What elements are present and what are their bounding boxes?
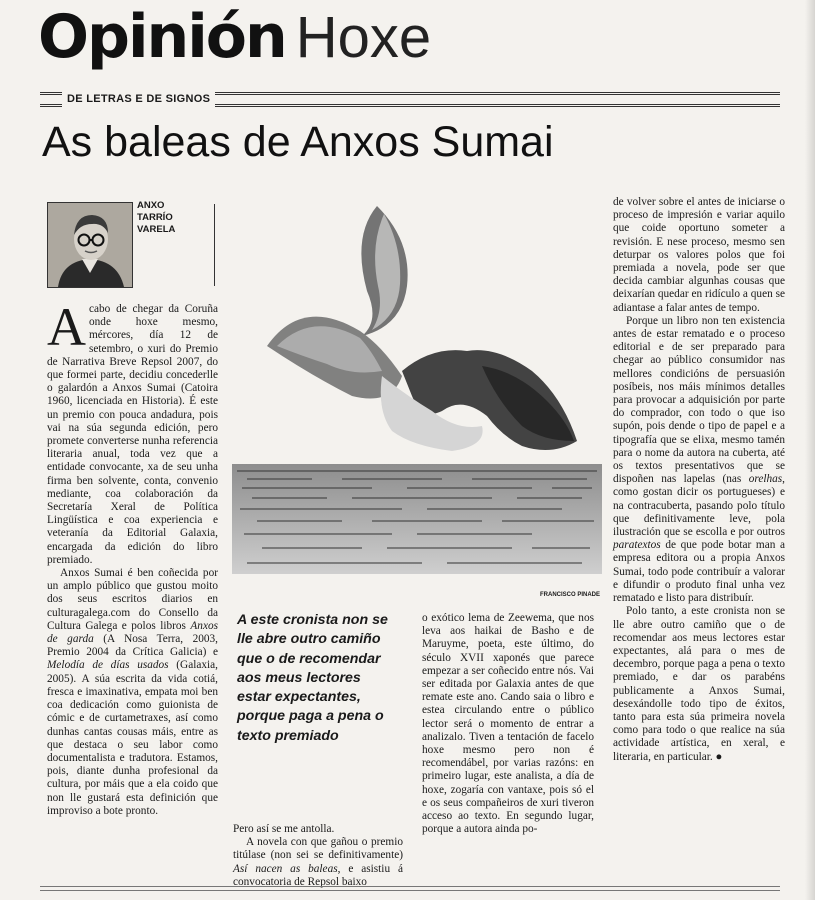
paragraph-text: o exótico lema de Zeewema, que nos leva aos haikai de Basho e de Maruyme, poeta, este último, do século XVII xaponés que parece empezar a ser coñecido entre nós. Vai ser editada por Galaxia antes de que remate este ano. Cando saia o libro e estea circulando entre o público lector será o momento de entrar a analizalo. Tiven a tentación de facelo hoxe mesmo pero non é recomendábel, por varias razóns: en primeiro lugar, este analista, a día de hoxe, zogaría con vantaxe, pois só el e os seus compañeiros de xuri tiveron acceso ao texto. En segundo lugar, porque a autora ainda po- [422, 612, 594, 836]
paragraph-text: A novela con que gañou o premio titúlase (non sei se definitivamente) [233, 836, 403, 862]
pull-quote-line: estar expectantes, [237, 689, 361, 706]
section-label: DE LETRAS E DE SIGNOS [67, 93, 211, 105]
pull-quote-line: aos meus lectores [237, 669, 361, 686]
paragraph [233, 836, 403, 889]
book-title: Anxos de garda [47, 619, 218, 646]
pull-quote-line: texto premiado [237, 727, 339, 744]
book-title: Así nacen as baleas [233, 862, 338, 875]
author-name-line: ANXO [137, 200, 165, 211]
paragraph-text: cabo de chegar da Coruña onde hoxe mesmo, mércores, día 12 de setembro, o xuri do Premio de Narrativa Breve Repsol 2007, do que formei parte, decidiu concederlle o galardón a Anxos Sumai (Catoira 1960, licenciada en Historia). É este un premio con pouca andadura, pois vai na súa segunda edición, pero promete converterse nunha referencia literaria anual, toda vez que a entidade convocante, xa de seu unha firma ben solvente, conta, convenio mediante, coa colaboración da Secretaría Xeral de Política Lingüística e coa experiencia e veteranía da Editorial Galaxia, encargada da edición do libro premiado. [47, 303, 218, 566]
paragraph-text: de que pode botar man a empresa editora ou a propia Anxos Sumai, todo pode contribuír a valorar e difundir o produto final unha vez rematado e listo para distribuír. [613, 539, 785, 605]
pull-quote-line: que o de recomendar [237, 650, 381, 667]
byline-rule [214, 204, 215, 286]
article-column-2 [233, 823, 403, 889]
scan-edge-shadow [805, 0, 815, 900]
pull-quote [237, 611, 395, 746]
article-column-1 [47, 297, 218, 818]
pull-quote-line: A este cronista non se [237, 612, 388, 628]
article-column-3 [422, 612, 594, 836]
paragraph-text: , e asistiu á convocatoria de Repsol baixo [233, 862, 403, 888]
paragraph-text: Porque un libro non ten existencia antes de estar rematado e o proceso editorial e de ser preparado para chegar ao público consumidor nas mellores condicións de persuasión posíbeis, nos máis mínimos detalles para provocar a adquisición por parte do comprador, con todo o que iso supón, pois dende o tipo de papel e a tipografía que se elixa, mesmo tamén para o nome da autora na cuberta, até os textos presentativos que se dispoñen nas lapelas (nas [613, 314, 785, 486]
illustration-credit: FRANCISCO PINADE [540, 592, 601, 598]
paragraph-text: , como gostan dicir os portugueses) e na contracuberta, pasando polo título que definitivamente leve, pola ilustración que se escolla e por outros [613, 473, 785, 539]
section-rule-right [215, 92, 780, 107]
headline: As baleas de Anxos Sumai [42, 118, 554, 166]
author-name-line: VARELA [137, 224, 176, 235]
paragraph [613, 196, 785, 315]
paragraph-text: (Galaxia, 2005). A súa escrita da vida cotiá, fresca e imaxinativa, empata moi ben coa dedicación como guionista de cómic e de curtametraxes, así como dunhas cantas cousas máis, entre as que destaca o seu labor como documentalista e tradutora. Estamos, pois, diante dunha profesional da cultura, por máis que a ela coido que non lle gustará esta definición que improviso a bote pronto. [47, 659, 218, 817]
paragraph [233, 823, 403, 836]
paragraph [613, 315, 785, 605]
paragraph [613, 605, 785, 763]
quoted-term: paratextos [613, 539, 661, 552]
masthead-bold: Opinión [38, 2, 286, 72]
paragraph-text: (A Nosa Terra, 2003, Premio 2004 da Crítica Galicia) e [47, 633, 218, 659]
whale-tail-illustration [232, 196, 602, 591]
paragraph-text: de volver sobre el antes de iniciarse o proceso de impresión e variar aquilo que coide oportuno someter a revisión. E nese proceso, mesmo sen deturpar os valores polos que foi premiada a novela, pode ser que decida cambiar algunhas cousas que deixarían quedar en ridículo a quen se adiantase a falar antes de tempo. [613, 196, 785, 314]
paragraph [47, 567, 218, 818]
paragraph [422, 612, 594, 836]
pull-quote-line: lle abre outro camiño [237, 631, 381, 648]
author-byline [137, 200, 175, 236]
bottom-rule [40, 886, 780, 891]
author-portrait-icon [48, 203, 132, 287]
book-title: Melodía de días usados [47, 659, 169, 672]
paragraph-text: Polo tanto, a este cronista non se lle abre outro camiño que o de recomendar aos meus lectores estar expectantes, alá para o mes de decembro, porque paga a pena o texto premiado, e dar os parabéns publicamente a Anxos Sumai, desexándolle todo tipo de éxitos, tanto para esta súa primeira novela como para todo o que realice na súa actividade artística, en xeral, e literaria, en particular. ● [613, 605, 785, 763]
paragraph-text: Anxos Sumai é ben coñecida por un amplo público que gustou moito dos seus escritos diarios en culturagalega.com do Consello da Cultura Galega e polos libros [47, 567, 218, 632]
paragraph [47, 297, 218, 567]
masthead [38, 2, 431, 72]
whale-tail-icon [232, 196, 602, 591]
article-column-4 [613, 196, 785, 764]
author-photo [47, 202, 133, 288]
masthead-light: Hoxe [295, 5, 432, 70]
drop-cap: A [47, 297, 86, 357]
author-name-line: TARRÍO [137, 212, 173, 223]
section-bar [40, 92, 780, 106]
paragraph-text: Pero así se me antolla. [233, 823, 335, 835]
quoted-term: orelhas [748, 473, 783, 486]
pull-quote-line: porque paga a pena o [237, 708, 384, 725]
section-rule-left [40, 92, 62, 107]
